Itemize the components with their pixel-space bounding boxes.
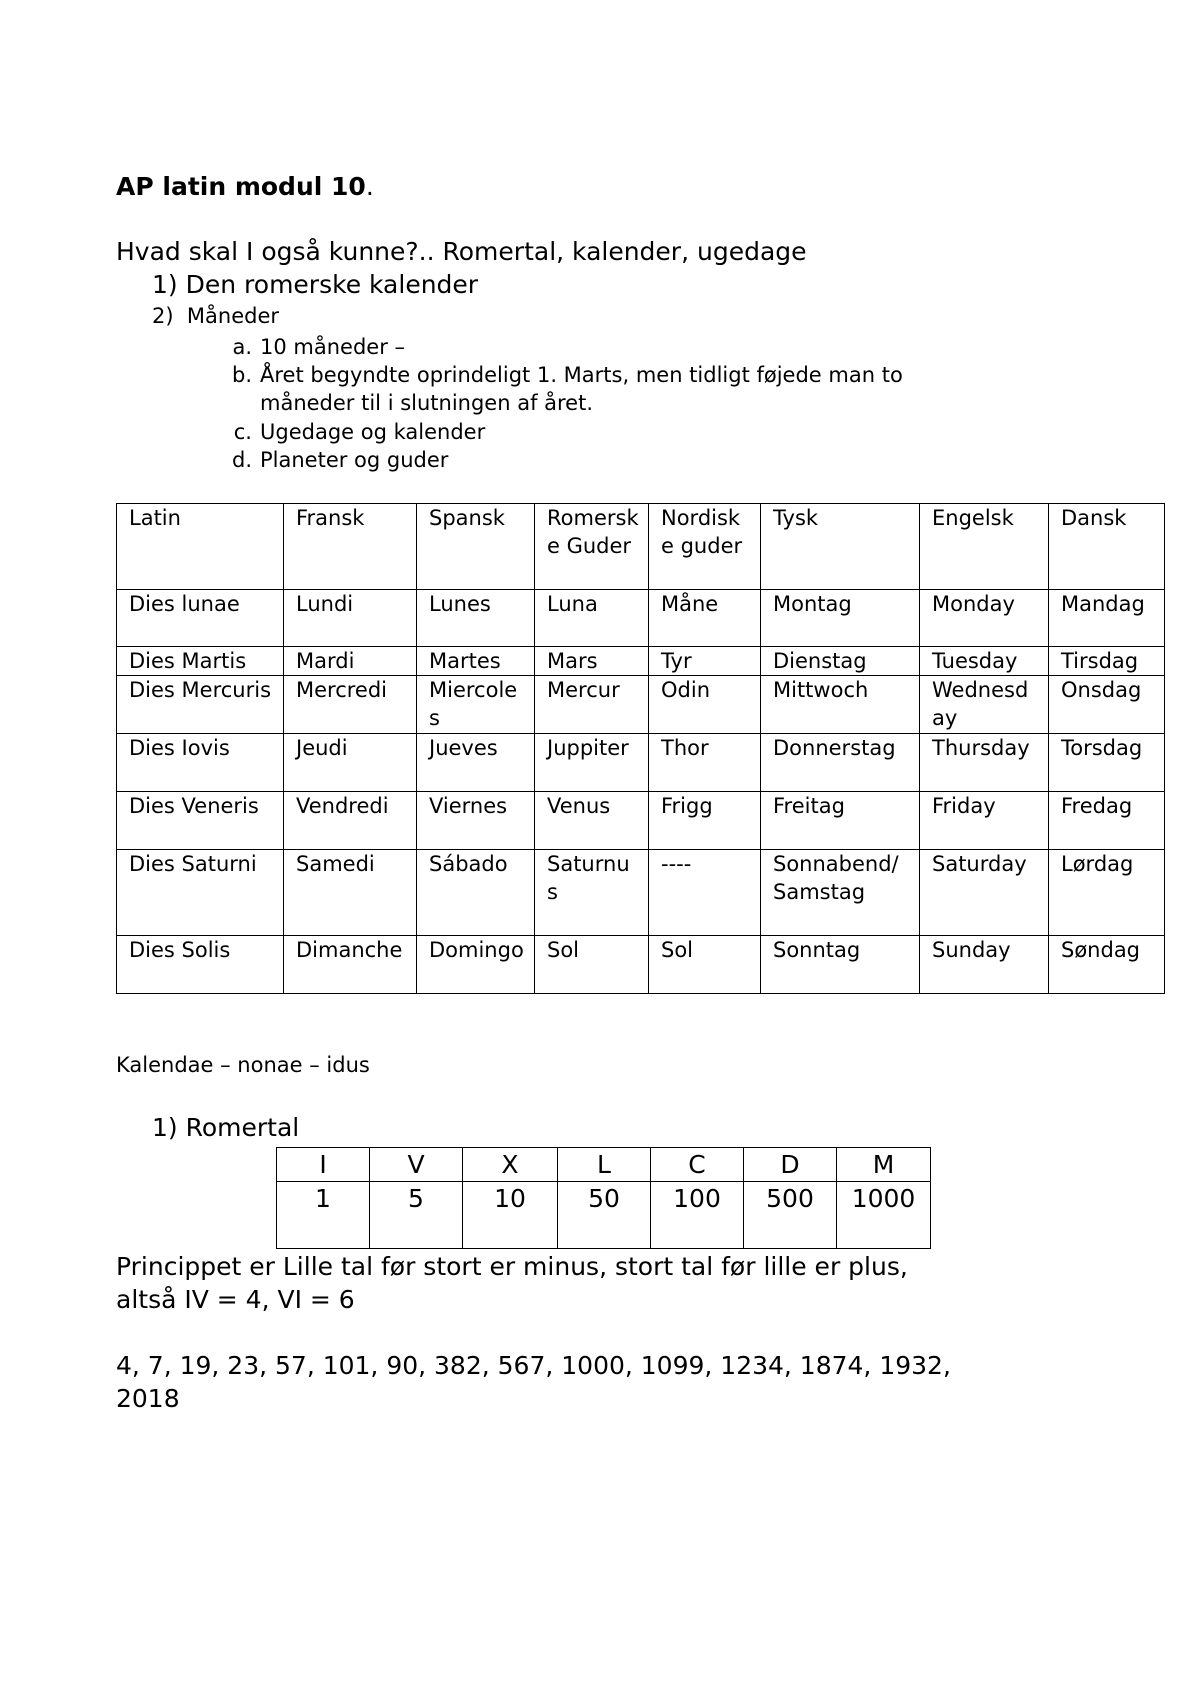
table-cell: Mandag: [1049, 590, 1165, 647]
table-row: [117, 590, 1165, 647]
table-header-row: [117, 504, 1165, 590]
title-tail: .: [365, 172, 374, 201]
table-cell: Sonntag: [761, 936, 920, 994]
table-cell: Miercoles: [417, 676, 535, 734]
sub-marker: d.: [231, 448, 252, 472]
sub-text: Ugedage og kalender: [260, 420, 486, 444]
table-cell: Odin: [649, 676, 761, 734]
sub-text: Året begyndte oprindeligt 1. Marts, men tidligt føjede man to: [260, 363, 903, 387]
table-cell: Saturnus: [535, 850, 649, 936]
table-cell: Montag: [761, 590, 920, 647]
table-cell: Mars: [535, 647, 649, 676]
header-cell: Tysk: [761, 504, 920, 590]
numbers-line: 4, 7, 19, 23, 57, 101, 90, 382, 567, 1000, 1099, 1234, 1874, 1932,: [116, 1351, 951, 1380]
roman-symbol: V: [370, 1148, 463, 1182]
sub-text: måneder til i slutningen af året.: [260, 391, 594, 415]
title-bold: AP latin modul 10: [116, 172, 366, 201]
table-cell: Dimanche: [284, 936, 417, 994]
table-cell: Freitag: [761, 792, 920, 850]
sub-marker: b.: [231, 363, 252, 387]
table-cell: Frigg: [649, 792, 761, 850]
roman-symbol: I: [277, 1148, 370, 1182]
table-cell: Lundi: [284, 590, 417, 647]
principle-line: Princippet er Lille tal før stort er minus, stort tal før lille er plus,: [116, 1252, 908, 1281]
table-cell: Onsdag: [1049, 676, 1165, 734]
list-text: Den romerske kalender: [185, 270, 479, 299]
weekdays-table: [116, 503, 1165, 994]
roman-symbol: L: [558, 1148, 651, 1182]
header-cell: Engelsk: [920, 504, 1049, 590]
table-cell: Dies Iovis: [117, 734, 284, 792]
table-cell: Dies Veneris: [117, 792, 284, 850]
sub-text: Planeter og guder: [260, 448, 449, 472]
list-item-romertal: [152, 1113, 299, 1142]
table-cell: Dies lunae: [117, 590, 284, 647]
list-marker: 1): [152, 270, 178, 299]
roman-numerals-table: [276, 1147, 931, 1249]
roman-value: 10: [463, 1182, 558, 1249]
table-row: [117, 936, 1165, 994]
table-cell: Tyr: [649, 647, 761, 676]
numbers-line: 2018: [116, 1384, 180, 1413]
roman-value-row: [277, 1182, 931, 1249]
sub-marker: a.: [232, 335, 252, 359]
header-cell: Spansk: [417, 504, 535, 590]
header-cell: Romerske Guder: [535, 504, 649, 590]
header-cell: Fransk: [284, 504, 417, 590]
roman-value: 1000: [837, 1182, 931, 1249]
table-cell: Sol: [535, 936, 649, 994]
table-cell: Fredag: [1049, 792, 1165, 850]
list-marker: 2): [152, 304, 174, 328]
table-cell: Lørdag: [1049, 850, 1165, 936]
exercise-numbers: [116, 1349, 1116, 1415]
roman-value: 1: [277, 1182, 370, 1249]
kalendae-line: Kalendae – nonae – idus: [116, 1053, 370, 1077]
table-cell: Tuesday: [920, 647, 1049, 676]
header-cell: Dansk: [1049, 504, 1165, 590]
table-cell: Søndag: [1049, 936, 1165, 994]
table-cell: Monday: [920, 590, 1049, 647]
header-cell: Latin: [117, 504, 284, 590]
list-text: Måneder: [186, 304, 280, 328]
table-cell: Måne: [649, 590, 761, 647]
table-cell: Donnerstag: [761, 734, 920, 792]
list-text: Romertal: [185, 1113, 300, 1142]
table-cell: Mercredi: [284, 676, 417, 734]
roman-value: 500: [744, 1182, 837, 1249]
table-cell: Venus: [535, 792, 649, 850]
table-cell: Mittwoch: [761, 676, 920, 734]
table-cell: Luna: [535, 590, 649, 647]
table-cell: Vendredi: [284, 792, 417, 850]
table-cell: Dies Saturni: [117, 850, 284, 936]
table-cell: Tirsdag: [1049, 647, 1165, 676]
table-cell: Martes: [417, 647, 535, 676]
table-cell: Friday: [920, 792, 1049, 850]
table-cell: ----: [649, 850, 761, 936]
table-cell: Domingo: [417, 936, 535, 994]
roman-symbol: C: [651, 1148, 744, 1182]
table-cell: Dienstag: [761, 647, 920, 676]
document-title: [116, 172, 374, 201]
table-cell: Wednesday: [920, 676, 1049, 734]
roman-value: 5: [370, 1182, 463, 1249]
roman-symbol: X: [463, 1148, 558, 1182]
list-marker: 1): [152, 1113, 178, 1142]
table-cell: Thor: [649, 734, 761, 792]
table-cell: Mardi: [284, 647, 417, 676]
table-cell: Lunes: [417, 590, 535, 647]
table-cell: Sol: [649, 936, 761, 994]
section-heading: Hvad skal I også kunne?.. Romertal, kalender, ugedage: [116, 237, 807, 266]
sub-text: 10 måneder –: [260, 335, 406, 359]
table-cell: Dies Martis: [117, 647, 284, 676]
roman-symbol: M: [837, 1148, 931, 1182]
table-cell: Jueves: [417, 734, 535, 792]
list-item-2: [152, 304, 279, 328]
roman-value: 100: [651, 1182, 744, 1249]
table-row: [117, 734, 1165, 792]
table-cell: Mercur: [535, 676, 649, 734]
table-cell: Sábado: [417, 850, 535, 936]
roman-symbol-row: [277, 1148, 931, 1182]
principle-paragraph: [116, 1250, 1116, 1316]
table-row: [117, 647, 1165, 676]
table-cell: Jeudi: [284, 734, 417, 792]
table-row: [117, 676, 1165, 734]
list-item-1: [152, 270, 478, 299]
roman-symbol: D: [744, 1148, 837, 1182]
table-cell: Samedi: [284, 850, 417, 936]
roman-value: 50: [558, 1182, 651, 1249]
table-cell: Dies Solis: [117, 936, 284, 994]
table-cell: Sunday: [920, 936, 1049, 994]
table-cell: Thursday: [920, 734, 1049, 792]
table-cell: Juppiter: [535, 734, 649, 792]
table-cell: Saturday: [920, 850, 1049, 936]
table-cell: Torsdag: [1049, 734, 1165, 792]
table-cell: Dies Mercuris: [117, 676, 284, 734]
table-cell: Viernes: [417, 792, 535, 850]
header-cell: Nordiske guder: [649, 504, 761, 590]
principle-line: altså IV = 4, VI = 6: [116, 1285, 355, 1314]
table-row: [117, 850, 1165, 936]
table-cell: Sonnabend/ Samstag: [761, 850, 920, 936]
table-row: [117, 792, 1165, 850]
sub-marker: c.: [233, 420, 252, 444]
